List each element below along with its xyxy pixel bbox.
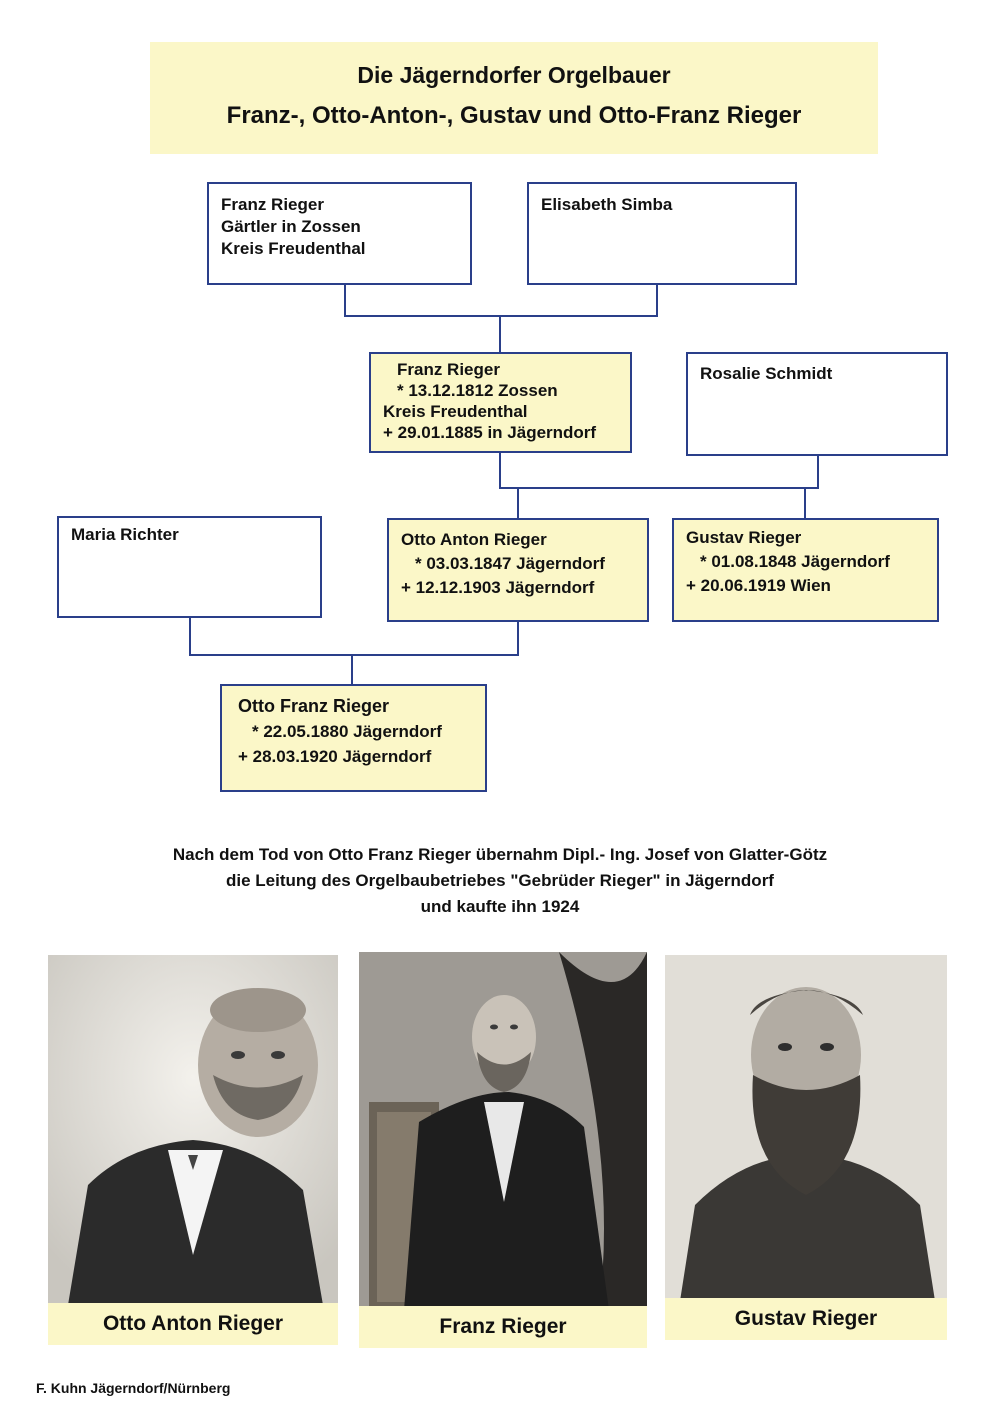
person-franz-rieger-sen: Franz Rieger Gärtler in Zossen Kreis Freudenthal (207, 182, 472, 285)
person-maria-richter (57, 516, 322, 618)
person-elisabeth-simba (527, 182, 797, 285)
succession-note: Nach dem Tod von Otto Franz Rieger übernahm Dipl.- Ing. Josef von Glatter-Götz die Leitung des Orgelbaubetriebes "Gebrüder Rieger" in Jägerndorf und kaufte ihn 1924 (172, 845, 828, 916)
person-name: Franz Rieger (221, 195, 324, 214)
person-name: Otto Franz Rieger (238, 696, 390, 716)
person-otto-franz-rieger: Otto Franz Rieger * 22.05.1880 Jägerndorf + 28.03.1920 Jägerndorf (220, 684, 487, 792)
portrait-franz-rieger (359, 952, 647, 1310)
page-subtitle: Franz-, Otto-Anton-, Gustav und Otto-Franz Rieger (226, 102, 802, 129)
portrait-otto-anton-rieger (48, 955, 338, 1305)
person-rosalie-schmidt (686, 352, 948, 456)
person-name: Otto Anton Rieger (401, 530, 547, 549)
page-title: Die Jägerndorfer Orgelbauer (357, 62, 671, 88)
connector-gen3 (190, 618, 518, 655)
portrait-gustav-rieger (665, 955, 947, 1301)
person-otto-anton-rieger: Otto Anton Rieger * 03.03.1847 Jägerndorf + 12.12.1903 Jägerndorf (387, 518, 649, 622)
person-name: Elisabeth Simba (541, 195, 673, 214)
caption-otto-anton-rieger: Otto Anton Rieger (48, 1303, 338, 1345)
person-name: Franz Rieger (397, 360, 500, 379)
credit-line: F. Kuhn Jägerndorf/Nürnberg (36, 1380, 231, 1396)
caption-gustav-rieger: Gustav Rieger (665, 1298, 947, 1340)
connector-gen1 (345, 285, 657, 316)
connector-gen2 (500, 453, 818, 488)
caption-franz-rieger: Franz Rieger (359, 1306, 647, 1348)
person-name: Gustav Rieger (686, 528, 802, 547)
person-franz-rieger: Franz Rieger * 13.12.1812 Zossen Kreis Freudenthal + 29.01.1885 in Jägerndorf (369, 352, 632, 453)
person-name: Rosalie Schmidt (700, 364, 833, 383)
person-name: Maria Richter (71, 525, 179, 544)
person-gustav-rieger: Gustav Rieger * 01.08.1848 Jägerndorf + 20.06.1919 Wien (672, 518, 939, 622)
